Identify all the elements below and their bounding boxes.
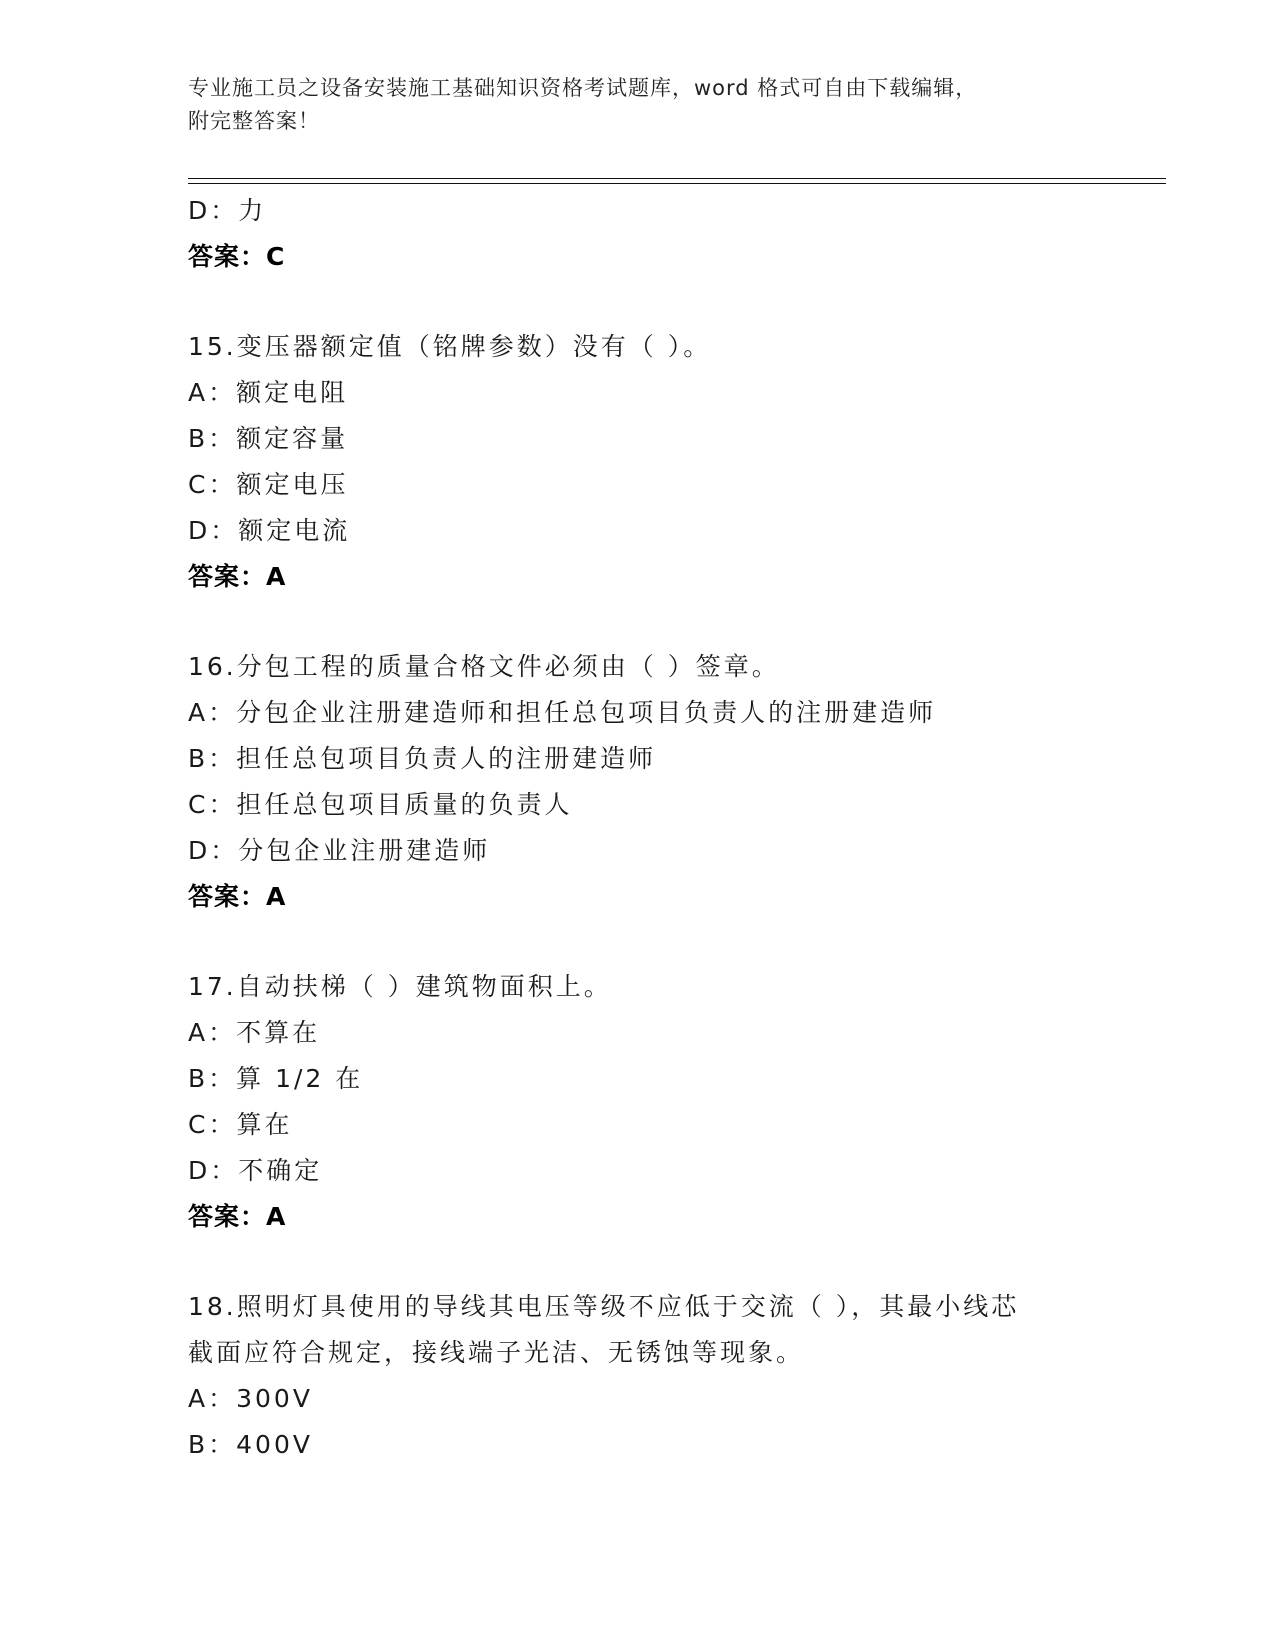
question-15-option-c: C：额定电压 bbox=[188, 470, 349, 499]
prev-answer: 答案：C bbox=[188, 242, 286, 271]
question-15-option-b: B：额定容量 bbox=[188, 424, 349, 453]
question-17-stem: 17.自动扶梯（ ）建筑物面积上。 bbox=[188, 972, 612, 1001]
question-15-stem: 15.变压器额定值（铭牌参数）没有（ ）。 bbox=[188, 332, 712, 361]
question-17-option-c: C：算在 bbox=[188, 1110, 293, 1139]
header-divider-bottom bbox=[188, 183, 1166, 184]
question-gap bbox=[188, 600, 1168, 644]
question-17-option-a: A：不算在 bbox=[188, 1018, 321, 1047]
question-gap bbox=[188, 280, 1168, 324]
question-18-option-a: A：300V bbox=[188, 1384, 313, 1413]
question-18-stem-line-2: 截面应符合规定，接线端子光洁、无锈蚀等现象。 bbox=[188, 1338, 805, 1367]
header-line-1: 专业施工员之设备安装施工基础知识资格考试题库，word 格式可自由下载编辑， bbox=[188, 76, 978, 100]
document-body bbox=[188, 188, 1168, 1468]
question-17-option-b: B：算 1/2 在 bbox=[188, 1064, 364, 1093]
prev-option-d: D：力 bbox=[188, 196, 267, 225]
document-header bbox=[188, 72, 1088, 138]
question-16-option-b: B：担任总包项目负责人的注册建造师 bbox=[188, 744, 657, 773]
question-15-option-d: D：额定电流 bbox=[188, 516, 351, 545]
question-17-answer: 答案：A bbox=[188, 1202, 287, 1231]
question-17-option-d: D：不确定 bbox=[188, 1156, 323, 1185]
question-16-stem: 16.分包工程的质量合格文件必须由（ ）签章。 bbox=[188, 652, 780, 681]
question-gap bbox=[188, 920, 1168, 964]
question-16-answer: 答案：A bbox=[188, 882, 287, 911]
question-15-option-a: A：额定电阻 bbox=[188, 378, 349, 407]
header-line-2: 附完整答案！ bbox=[188, 109, 320, 133]
question-gap bbox=[188, 1240, 1168, 1284]
question-16-option-a: A：分包企业注册建造师和担任总包项目负责人的注册建造师 bbox=[188, 698, 937, 727]
question-16-option-c: C：担任总包项目质量的负责人 bbox=[188, 790, 573, 819]
question-16-option-d: D：分包企业注册建造师 bbox=[188, 836, 491, 865]
question-15-answer: 答案：A bbox=[188, 562, 287, 591]
question-18-stem-line-1: 18.照明灯具使用的导线其电压等级不应低于交流（ ），其最小线芯 bbox=[188, 1292, 1020, 1321]
header-divider-top bbox=[188, 178, 1166, 179]
question-18-option-b: B：400V bbox=[188, 1430, 313, 1459]
